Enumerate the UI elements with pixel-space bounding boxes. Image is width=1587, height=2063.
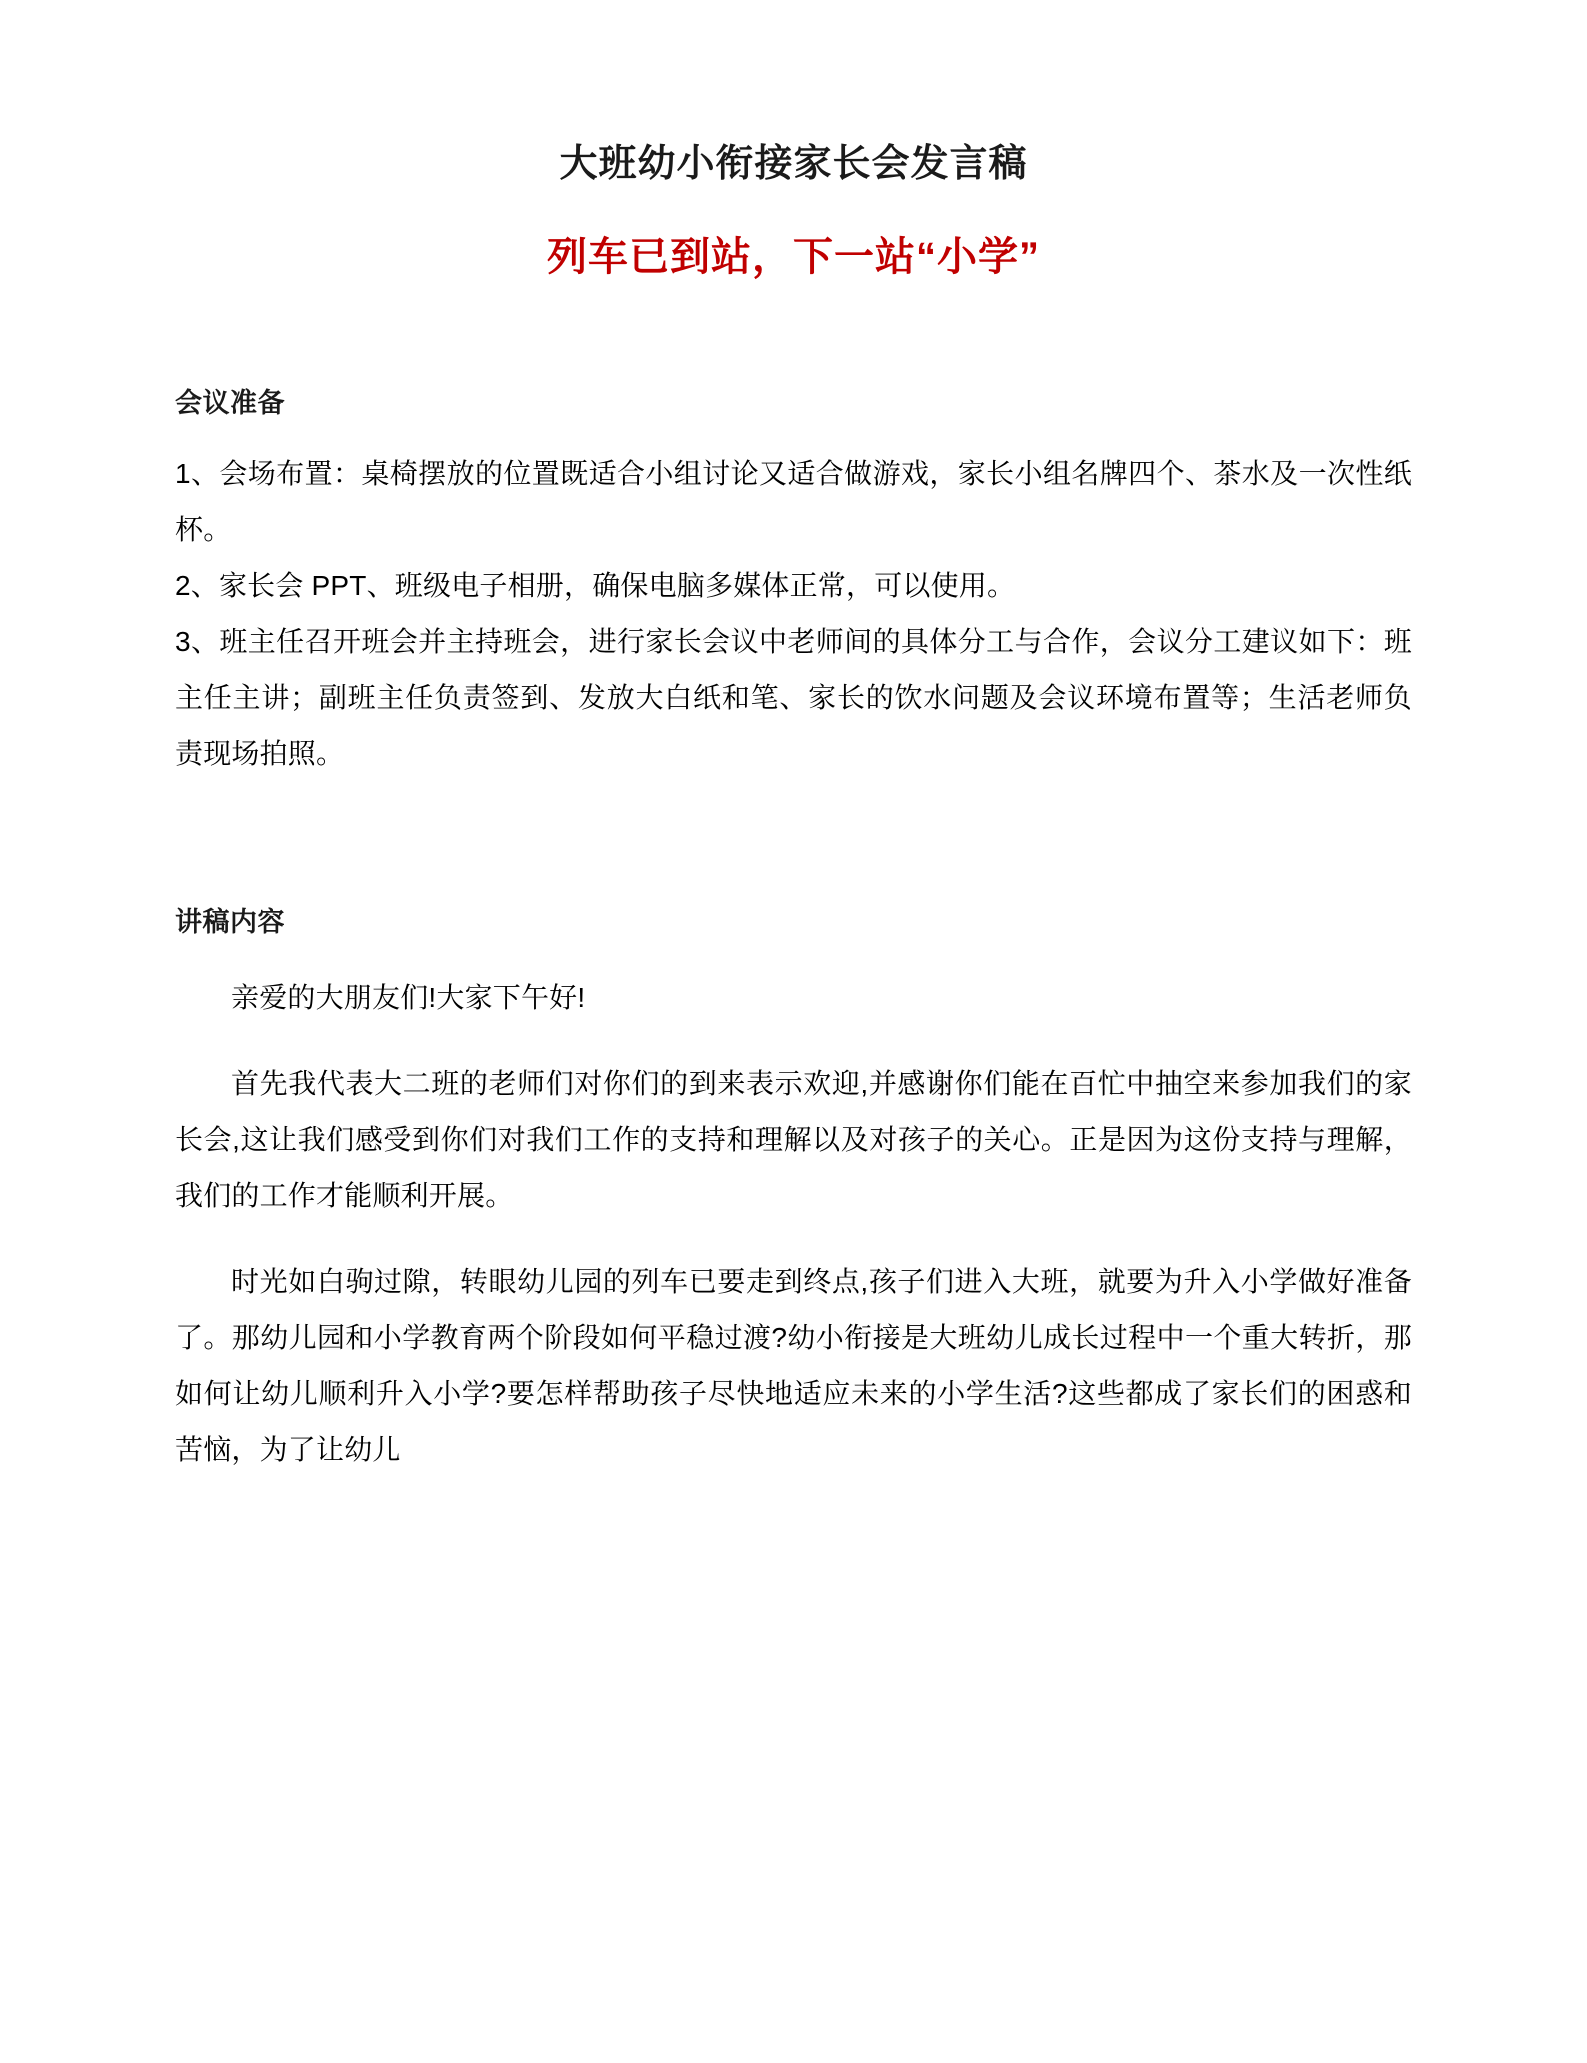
speech-greeting: 亲爱的大朋友们!大家下午好! [231,982,586,1014]
list-item: 2、家长会 PPT、班级电子相册，确保电脑多媒体正常，可以使用。 [175,569,1016,601]
section-heading-speech: 讲稿内容 [175,906,285,937]
speech-paragraph: 时光如白驹过隙，转眼幼儿园的列车已要走到终点,孩子们进入大班，就要为升入小学做好准备了。那幼儿园和小学教育两个阶段如何平稳过渡?幼小衔接是大班幼儿成长过程中一个重大转折，那如何让幼儿顺利升入小学?要怎样帮助孩子尽快地适应未来的小学生活?这些都成了家长们的困惑和苦恼，为了让幼儿 [175,1266,1412,1466]
list-item: 3、班主任召开班会并主持班会，进行家长会议中老师间的具体分工与合作，会议分工建议如下：班主任主讲；副班主任负责签到、发放大白纸和笔、家长的饮水问题及会议环境布置等；生活老师负责现场拍照。 [175,625,1412,769]
speech-body [175,970,1412,1478]
document-subtitle: 列车已到站，下一站“小学” [547,235,1040,280]
list-item: 1、会场布置：桌椅摆放的位置既适合小组讨论又适合做游戏，家长小组名牌四个、茶水及一次性纸杯。 [175,457,1412,545]
section-heading-preparation: 会议准备 [175,388,285,419]
document-title: 大班幼小衔接家长会发言稿 [559,143,1028,185]
preparation-list [175,446,1412,782]
speech-paragraph: 首先我代表大二班的老师们对你们的到来表示欢迎,并感谢你们能在百忙中抽空来参加我们的家长会,这让我们感受到你们对我们工作的支持和理解以及对孩子的关心。正是因为这份支持与理解，我们的工作才能顺利开展。 [175,1068,1412,1212]
